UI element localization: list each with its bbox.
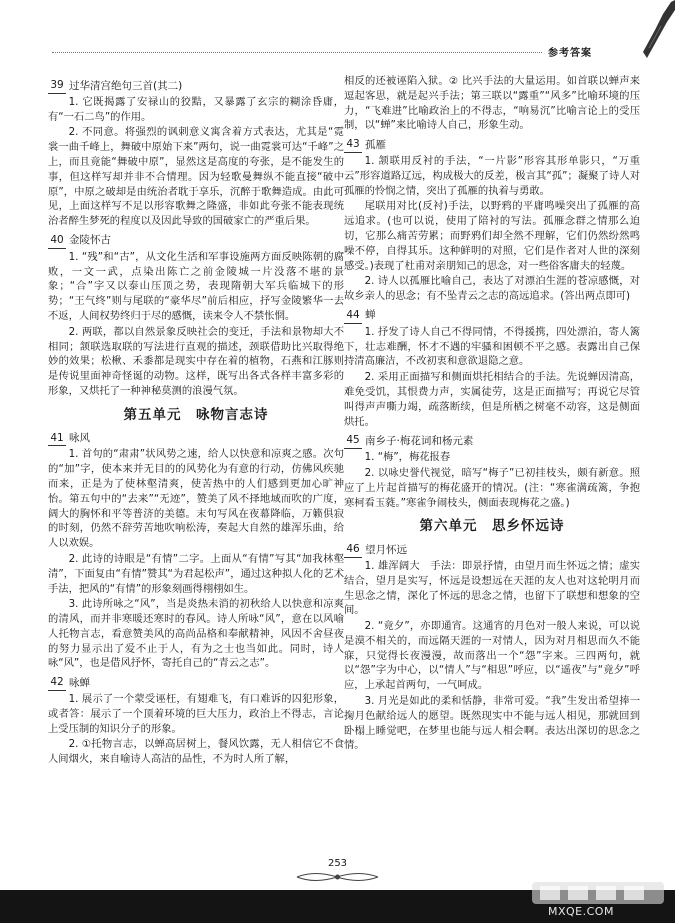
answer-paragraph: 1. 首句的“肃肃”状风势之速，给人以快意和凉爽之感。次句的“加”字，使本来并无目的的风势化为有意的行动，仿佛风疾驰而来，正是为了使林壑清爽，使苦热中的人们感到更加心旷神怡。第五句中的“去来”“无迹”，赞美了风不择地域而吹的广度，阔大的胸怀和平等普济的美德。末句写风在夜幕降临，万籁俱寂的时刻，仍然不辞劳苦地吹响松涛，奏起大自然的雄浑乐曲，给人以欢娱。 bbox=[48, 448, 344, 550]
left-column bbox=[48, 74, 344, 768]
section-number: 41 bbox=[48, 431, 66, 447]
section-title: 金陵怀古 bbox=[69, 234, 111, 247]
section-title: 咏蝉 bbox=[69, 676, 90, 689]
answer-paragraph: 1. 展示了一个蒙受诬枉，有翅难飞，有口难诉的囚犯形象，或者答：展示了一个顶着环境的巨大压力，政治上不得志，言论上受压制的知识分子的形象。 bbox=[48, 693, 344, 735]
section-title: 过华清宫绝句三首(其二) bbox=[69, 79, 183, 92]
section-number: 46 bbox=[344, 542, 362, 558]
page-number: 253 bbox=[327, 858, 348, 869]
answer-paragraph: 尾联用对比(反衬)手法，以野鸦的平庸鸣噪突出了孤雁的高远追求。(也可以说，使用了陪衬的写法。孤雁念群之情那么迫切，它那么痛苦劳累；而野鸦们却全然不理解，它们仍然纷然鸣噪不停，自得其乐。这种鲜明的对照，它们是作者对人世的深刻感受。)表现了杜甫对亲朋知己的思念，对一些俗客庸夫的轻蔑。 bbox=[344, 200, 640, 272]
section-number: 42 bbox=[48, 675, 66, 691]
answer-paragraph: 1. “残”和“古”，从文化生活和军事设施两方面反映陈朝的腐败，一文一武，点染出陈亡之前金陵城一片没落不堪的景象；“合”字又以泰山压顶之势，表现隋朝大军兵临城下的形势；“王气终”则与尾联的“豪华尽”前后相应，抒写金陵繁华一去不返，人间权势终归于尽的感慨，读来令人不禁怅惘。 bbox=[48, 250, 344, 322]
section-number: 45 bbox=[344, 433, 362, 449]
section-heading bbox=[344, 433, 640, 449]
section-heading bbox=[344, 308, 640, 324]
answer-paragraph: 2. 不同意。将强烈的讽刺意义寓含着方式表达，尤其是“霓裳一曲千峰上，舞破中原始下来”两句，说一曲霓裳可达“千峰”之上，而且竟能“舞破中原”，显然这是高度的夸张，是不能发生的事，但这样写却并非不合情理。因为轻歌曼舞纵不能直接“破中原”，中原之破却是由统治者耽于享乐，沉醉于歌舞造成。由此可见，上面这样写不足以形容歌舞之隆盛，非如此夸张不能表现统治者醉生梦死的程度以及因此导致的国破家亡的严重后果。 bbox=[48, 126, 344, 228]
section-heading bbox=[344, 542, 640, 558]
answer-paragraph: 1. 颔联用反衬的手法，“一片影”形容其形单影只，“万重云”形容道路辽远，构成极大的反差，极言其“孤”；凝聚了诗人对孤雁的怜悯之情，突出了孤雁的执着与勇敢。 bbox=[344, 154, 640, 197]
ink-corner-icon bbox=[635, 0, 675, 60]
section-number: 39 bbox=[48, 78, 66, 94]
answer-paragraph: 相反的还被诬陷入狱。② 比兴手法的大量运用。如首联以蝉声来逗起客思，就是起兴手法；第三联以“露重”“风多”比喻环境的压力，“飞难进”比喻政治上的不得志，“响易沉”比喻言论上的受压制，以“蝉”来比喻诗人自己，形象生动。 bbox=[344, 75, 640, 132]
answer-paragraph: 2. ①托物言志，以蝉高居树上，餐风饮露，无人相信它不食人间烟火，来自喻诗人高洁的品性，不为时人所了解， bbox=[48, 738, 344, 766]
answer-paragraph: 1. 雄浑阔大 手法：即景抒情，由望月而生怀远之情；虚实结合，望月是实写，怀远是设想远在天涯的友人也对这轮明月而生思念之情，深化了怀远的思念之情，也留下了联想和想象的空间。 bbox=[344, 559, 640, 617]
answer-paragraph: 1. “梅”，梅花报春 bbox=[364, 451, 451, 464]
section-title: 蝉 bbox=[365, 309, 376, 322]
section-heading bbox=[48, 78, 344, 94]
answer-paragraph: 2. 采用正面描写和侧面烘托相结合的手法。先说蝉因清高，难免受饥，其恨费力声，实属徒劳，这是正面描写；再说它尽管叫得声声嘶力竭，疏落断续，但是所栖之树毫不动容，这是侧面烘托。 bbox=[344, 371, 640, 428]
unit-heading: 第六单元 思乡怀远诗 bbox=[419, 518, 565, 535]
answer-paragraph: 1. 抒发了诗人自己不得同情，不得援携，四处漂泊，寄人篱下，壮志难酬，怀才不遇的牢骚和困顿不平之感。表露出自己保持清高廉洁，不改初衷和意欲退隐之意。 bbox=[344, 325, 640, 368]
footer-ornament-icon bbox=[295, 870, 380, 884]
section-heading bbox=[344, 137, 640, 153]
section-heading bbox=[48, 233, 344, 249]
watermark-text: MXQE.COM bbox=[548, 905, 614, 918]
answer-paragraph: 3. 此诗所咏之“风”，当是炎热未消的初秋给人以快意和凉爽的清风，而并非寒暖还寒时的春风。诗人所咏“风”，意在以风喻人托物言志，看意赞美风的高尚品格和奉献精神，风因不舍昼夜的努力显示出了爱不止于人，有为之士也当如此。同时，诗人咏“风”，也是借风抒怀，寄托自己的“青云之志”。 bbox=[48, 598, 344, 670]
header-rule bbox=[52, 52, 542, 53]
section-heading bbox=[48, 431, 344, 447]
answer-paragraph: 3. 月光是如此的柔和恬静，非常可爱。“我”生发出希望捧一掬月色献给远人的愿望。既然现实中不能与远人相见，那就回到卧榻上睡觉吧，在梦里也能与远人相会啊。表达出深切的思念之情。 bbox=[344, 695, 640, 752]
answer-paragraph: 2. 诗人以孤雁比喻自己，表达了对漂泊生涯的苍凉感慨，对故乡亲人的思念；有不坠青云之志的高远追求。(答出两点即可) bbox=[344, 275, 640, 303]
unit-heading: 第五单元 咏物言志诗 bbox=[123, 406, 269, 423]
answer-paragraph: 2. 此诗的诗眼是“有情”二字。上面从“有情”写其“加我林壑清”，下面复由“有情”赞其“为君起松声”，通过这种拟人化的艺术手法，把风的“有情”的形象刻画得栩栩如生。 bbox=[48, 552, 344, 595]
answer-paragraph: 1. 它既揭露了安禄山的狡黠，又暴露了玄宗的糊涂昏庸，有“一石二鸟”的作用。 bbox=[48, 95, 344, 123]
section-title: 南乡子·梅花词和杨元素 bbox=[365, 434, 474, 447]
section-heading bbox=[48, 675, 344, 691]
section-title: 孤雁 bbox=[365, 138, 386, 151]
section-number: 43 bbox=[344, 137, 362, 153]
right-column bbox=[344, 74, 640, 754]
answer-paragraph: 2. “竟夕”，亦即通宵。这通宵的月色对一般人来说，可以说是漠不相关的，而远隔天涯的一对情人，因为对月相思而久不能寐，只觉得长夜漫漫，故而落出一个“怨”字来。三四两句，就以“怨”字为中心，以“情人”与“相思”呼应，以“遥夜”与“竟夕”呼应，上承起首两句，一气呵成。 bbox=[344, 620, 640, 692]
answer-paragraph: 2. 两联，都以自然景象反映社会的变迁，手法和景物却大不相同；颔联选取联的写法进行直观的描述，颈联借助比兴取得绝妙的效果；松楸、禾黍都是现实中存在着的植物，石燕和江豚则是传说里面神奇怪诞的动物。这样，既写出各式各样丰富多彩的形象，又烘托了一种神秘莫测的浪漫气氛。 bbox=[48, 325, 344, 397]
section-title: 望月怀远 bbox=[365, 543, 407, 556]
section-title: 咏风 bbox=[69, 432, 90, 445]
header-label: 参考答案 bbox=[548, 48, 592, 59]
section-number: 44 bbox=[344, 308, 362, 324]
answer-paragraph: 2. 以咏史誉代视觉，暗写“梅子”已初挂枝头，颇有新意。照应了上片起首描写的梅花盛开的情况。(注：“寒雀满疏篱，争抱寒柯看玉蕤。”寒雀争闹枝头，侧面表现梅花之盛。) bbox=[344, 466, 640, 509]
section-number: 40 bbox=[48, 233, 66, 249]
